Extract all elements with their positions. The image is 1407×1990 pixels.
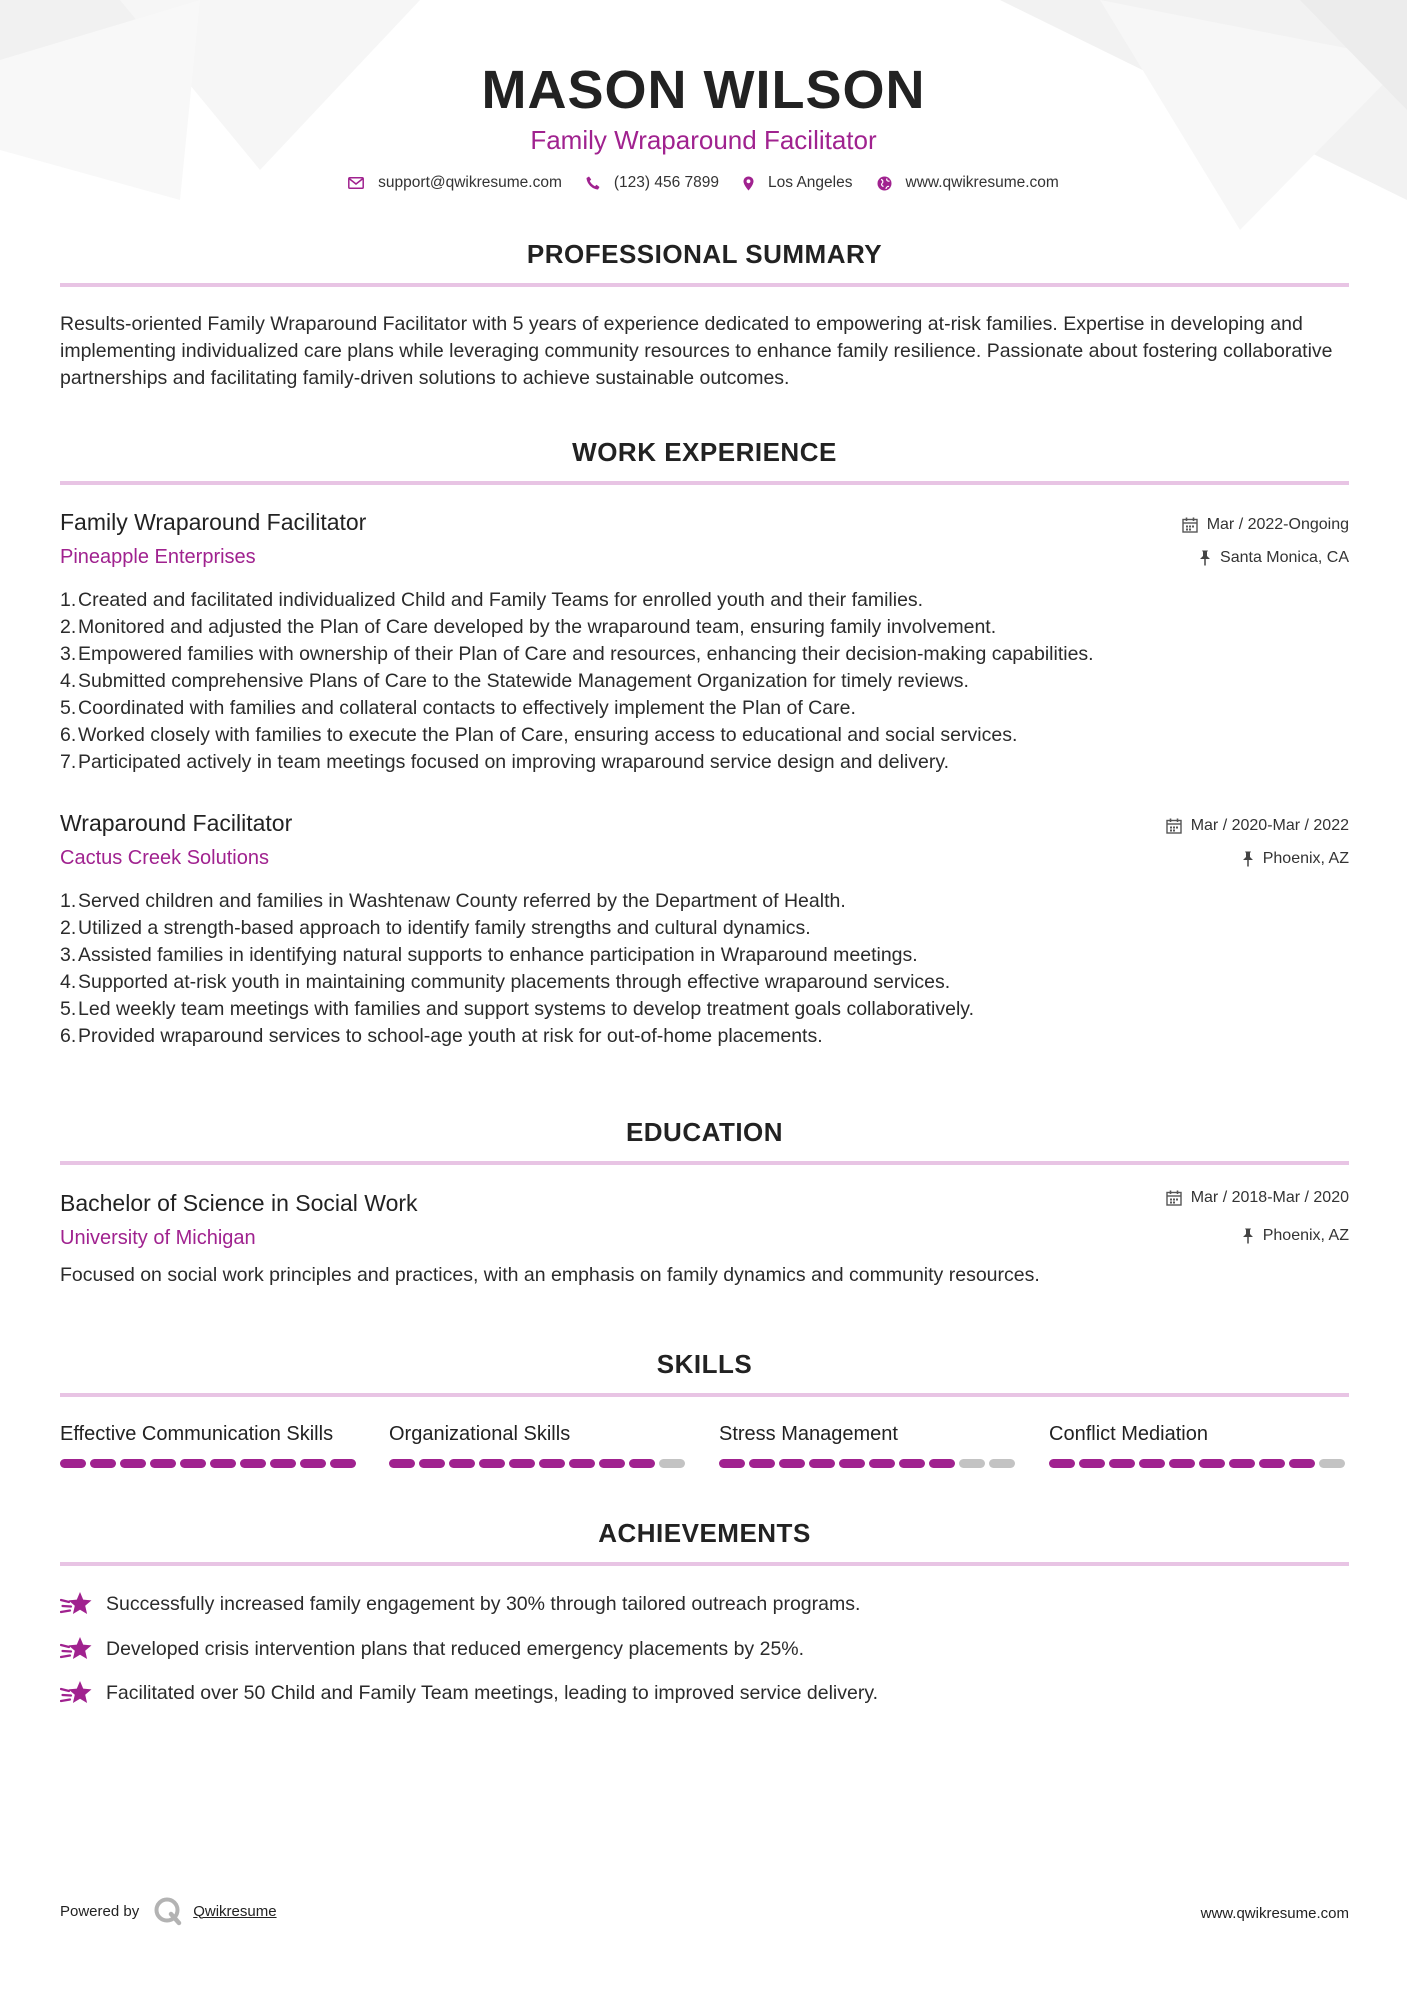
skill-name: Effective Communication Skills bbox=[60, 1423, 334, 1445]
achievement-text: Facilitated over 50 Child and Family Team meetings, leading to improved service delivery. bbox=[106, 1681, 879, 1704]
job-1-company: Pineapple Enterprises bbox=[60, 546, 256, 568]
skill-dot-filled bbox=[270, 1459, 296, 1468]
contact-location bbox=[743, 174, 852, 192]
summary-text: Results-oriented Family Wraparound Facilitator with 5 years of experience dedicated to empowering at-risk families. Expertise in developing and implementing individualized care plans while leveraging community resources to enhance family resilience. Passionate about fostering collaborative partnerships and facilitating family-driven solutions to achieve sustainable outcomes. bbox=[60, 313, 1333, 389]
map-pin-icon bbox=[743, 176, 754, 191]
skill-dot-filled bbox=[240, 1459, 266, 1468]
list-item-text: Monitored and adjusted the Plan of Care developed by the wraparound team, ensuring family involvement. bbox=[78, 616, 997, 638]
skill-dot-filled bbox=[899, 1459, 925, 1468]
skill-dot-filled bbox=[180, 1459, 206, 1468]
education-dates bbox=[1166, 1189, 1349, 1207]
skill-rating bbox=[1049, 1459, 1349, 1468]
skill-dot-empty bbox=[959, 1459, 985, 1468]
shooting-star-icon bbox=[60, 1591, 93, 1617]
skill-dot-filled bbox=[90, 1459, 116, 1468]
list-item: 5. Led weekly team meetings with families and support systems to develop treatment goals collaboratively. bbox=[60, 996, 1349, 1023]
list-item-text: Created and facilitated individualized Child and Family Teams for enrolled youth and their families. bbox=[78, 589, 924, 611]
list-item: 4. Submitted comprehensive Plans of Care to the Statewide Management Organization for timely reviews. bbox=[60, 668, 1349, 695]
skill-name: Stress Management bbox=[719, 1423, 898, 1445]
skill-dot-filled bbox=[1139, 1459, 1165, 1468]
list-item: 6. Worked closely with families to execute the Plan of Care, ensuring access to educational and social services. bbox=[60, 722, 1349, 749]
skill-dot-filled bbox=[839, 1459, 865, 1468]
education-school: University of Michigan bbox=[60, 1227, 256, 1249]
job-1-location bbox=[1199, 549, 1349, 567]
skill-dot-filled bbox=[1049, 1459, 1075, 1468]
shooting-star-icon bbox=[60, 1636, 93, 1662]
skill-name: Conflict Mediation bbox=[1049, 1423, 1208, 1445]
job-2-dates-text: Mar / 2020-Mar / 2022 bbox=[1190, 817, 1349, 834]
calendar-icon bbox=[1182, 517, 1198, 533]
list-item: 3. Empowered families with ownership of their Plan of Care and resources, enhancing their decision-making capabilities. bbox=[60, 641, 1349, 668]
qwikresume-logo-icon bbox=[153, 1896, 183, 1926]
contact-phone-text: (123) 456 7899 bbox=[613, 174, 720, 191]
skill-rating bbox=[60, 1459, 360, 1468]
skill-dot-empty bbox=[659, 1459, 685, 1468]
education-dates-text: Mar / 2018-Mar / 2020 bbox=[1190, 1189, 1349, 1206]
contact-website-text: www.qwikresume.com bbox=[905, 174, 1059, 191]
pushpin-icon bbox=[1199, 550, 1211, 566]
skill-dot-filled bbox=[449, 1459, 475, 1468]
calendar-icon bbox=[1166, 818, 1182, 834]
list-item-text: Served children and families in Washtenaw County referred by the Department of Health. bbox=[78, 890, 846, 912]
pushpin-icon bbox=[1242, 1228, 1254, 1244]
candidate-role: Family Wraparound Facilitator bbox=[530, 125, 877, 155]
skill-rating bbox=[719, 1459, 1019, 1468]
skill-dot-filled bbox=[419, 1459, 445, 1468]
job-2-bullets bbox=[60, 888, 1349, 1050]
qwikresume-link[interactable]: Qwikresume bbox=[193, 1902, 277, 1920]
footer-website-link[interactable]: www.qwikresume.com bbox=[1200, 1905, 1349, 1922]
list-item: 2. Monitored and adjusted the Plan of Care developed by the wraparound team, ensuring family involvement. bbox=[60, 614, 1349, 641]
summary-section-title: PROFESSIONAL SUMMARY bbox=[526, 239, 883, 269]
contact-phone[interactable] bbox=[586, 174, 719, 192]
achievements-divider bbox=[60, 1562, 1349, 1566]
skill-dot-filled bbox=[1289, 1459, 1315, 1468]
experience-divider bbox=[60, 481, 1349, 485]
list-item: 5. Coordinated with families and collateral contacts to effectively implement the Plan of Care. bbox=[60, 695, 1349, 722]
contact-bar bbox=[0, 174, 1407, 192]
contact-location-text: Los Angeles bbox=[768, 174, 853, 191]
skill-dot-filled bbox=[539, 1459, 565, 1468]
list-item: 4. Supported at-risk youth in maintaining community placements through effective wraparound services. bbox=[60, 969, 1349, 996]
skill-dot-filled bbox=[929, 1459, 955, 1468]
education-location-text: Phoenix, AZ bbox=[1262, 1227, 1349, 1244]
skill-dot-empty bbox=[989, 1459, 1015, 1468]
education-location bbox=[1242, 1227, 1349, 1245]
skill-name: Organizational Skills bbox=[389, 1423, 571, 1445]
skill-dot-filled bbox=[719, 1459, 745, 1468]
globe-icon bbox=[877, 176, 892, 191]
education-divider bbox=[60, 1161, 1349, 1165]
skill-dot-filled bbox=[509, 1459, 535, 1468]
job-1-title: Family Wraparound Facilitator bbox=[60, 509, 367, 535]
skill-dot-filled bbox=[60, 1459, 86, 1468]
skill-dot-filled bbox=[779, 1459, 805, 1468]
education-description: Focused on social work principles and practices, with an emphasis on family dynamics and community resources. bbox=[60, 1264, 1040, 1286]
job-1-dates-text: Mar / 2022-Ongoing bbox=[1206, 516, 1349, 533]
candidate-name: MASON WILSON bbox=[481, 60, 926, 120]
skill-dot-filled bbox=[150, 1459, 176, 1468]
skill-dot-filled bbox=[599, 1459, 625, 1468]
list-item-text: Participated actively in team meetings focused on improving wraparound service design and delivery. bbox=[78, 751, 950, 773]
shooting-star-icon bbox=[60, 1680, 93, 1706]
achievement-text: Developed crisis intervention plans that reduced emergency placements by 25%. bbox=[106, 1637, 805, 1660]
list-item-text: Empowered families with ownership of their Plan of Care and resources, enhancing their decision-making capabilities. bbox=[78, 643, 1094, 665]
achievement-item bbox=[60, 1680, 878, 1706]
skill-item bbox=[389, 1421, 689, 1468]
job-1-dates bbox=[1182, 516, 1349, 534]
skill-dot-filled bbox=[300, 1459, 326, 1468]
achievement-item bbox=[60, 1636, 804, 1662]
skill-dot-filled bbox=[1109, 1459, 1135, 1468]
contact-email-text: support@qwikresume.com bbox=[378, 174, 562, 191]
experience-section-title: WORK EXPERIENCE bbox=[572, 437, 837, 467]
list-item: 1. Served children and families in Washtenaw County referred by the Department of Health. bbox=[60, 888, 1349, 915]
powered-by-label: Powered by bbox=[60, 1902, 140, 1920]
list-item: 7. Participated actively in team meetings focused on improving wraparound service design and delivery. bbox=[60, 749, 1349, 776]
education-degree: Bachelor of Science in Social Work bbox=[60, 1190, 418, 1216]
pushpin-icon bbox=[1242, 851, 1254, 867]
resume-header bbox=[0, 58, 1407, 192]
skill-item bbox=[60, 1421, 360, 1468]
skill-dot-filled bbox=[1199, 1459, 1225, 1468]
skill-dot-filled bbox=[749, 1459, 775, 1468]
calendar-icon bbox=[1166, 1190, 1182, 1206]
envelope-icon bbox=[348, 177, 364, 189]
job-1-bullets bbox=[60, 587, 1349, 776]
list-item-text: Worked closely with families to execute the Plan of Care, ensuring access to educational and social services. bbox=[78, 724, 1018, 746]
list-item: 6. Provided wraparound services to school-age youth at risk for out-of-home placements. bbox=[60, 1023, 1349, 1050]
skill-dot-filled bbox=[479, 1459, 505, 1468]
list-item-text: Submitted comprehensive Plans of Care to the Statewide Management Organization for timely reviews. bbox=[78, 670, 969, 692]
skill-dot-filled bbox=[1229, 1459, 1255, 1468]
skill-dot-filled bbox=[120, 1459, 146, 1468]
job-2-location bbox=[1242, 850, 1349, 868]
skill-dot-filled bbox=[1169, 1459, 1195, 1468]
contact-website[interactable] bbox=[877, 174, 1059, 192]
phone-icon bbox=[586, 176, 600, 190]
skill-rating bbox=[389, 1459, 689, 1468]
contact-email[interactable] bbox=[348, 174, 562, 192]
achievement-item bbox=[60, 1591, 860, 1617]
list-item: 3. Assisted families in identifying natural supports to enhance participation in Wraparound meetings. bbox=[60, 942, 1349, 969]
skill-dot-filled bbox=[809, 1459, 835, 1468]
skill-dot-empty bbox=[1319, 1459, 1345, 1468]
summary-divider bbox=[60, 283, 1349, 287]
skill-dot-filled bbox=[1259, 1459, 1285, 1468]
list-item-text: Supported at-risk youth in maintaining community placements through effective wraparound services. bbox=[78, 971, 951, 993]
list-item: 2. Utilized a strength-based approach to identify family strengths and cultural dynamics. bbox=[60, 915, 1349, 942]
achievements-section-title: ACHIEVEMENTS bbox=[598, 1518, 811, 1548]
job-2-title: Wraparound Facilitator bbox=[60, 810, 293, 836]
skill-dot-filled bbox=[210, 1459, 236, 1468]
skill-dot-filled bbox=[569, 1459, 595, 1468]
job-2-dates bbox=[1166, 817, 1349, 835]
achievement-text: Successfully increased family engagement by 30% through tailored outreach programs. bbox=[106, 1592, 861, 1615]
skill-dot-filled bbox=[389, 1459, 415, 1468]
skill-dot-filled bbox=[629, 1459, 655, 1468]
skill-dot-filled bbox=[869, 1459, 895, 1468]
skill-item bbox=[719, 1421, 1019, 1468]
list-item: 1. Created and facilitated individualized Child and Family Teams for enrolled youth and their families. bbox=[60, 587, 1349, 614]
list-item-text: Led weekly team meetings with families and support systems to develop treatment goals collaboratively. bbox=[78, 998, 974, 1020]
list-item-text: Coordinated with families and collateral contacts to effectively implement the Plan of Care. bbox=[78, 697, 856, 719]
list-item-text: Utilized a strength-based approach to identify family strengths and cultural dynamics. bbox=[78, 917, 811, 939]
skill-item bbox=[1049, 1421, 1349, 1468]
job-1-location-text: Santa Monica, CA bbox=[1220, 549, 1349, 566]
skills-divider bbox=[60, 1393, 1349, 1397]
education-section-title: EDUCATION bbox=[625, 1117, 784, 1147]
skills-section-title: SKILLS bbox=[656, 1349, 753, 1379]
footer-powered-by bbox=[60, 1896, 277, 1926]
job-2-location-text: Phoenix, AZ bbox=[1262, 850, 1349, 867]
list-item-text: Assisted families in identifying natural supports to enhance participation in Wraparound meetings. bbox=[78, 944, 918, 966]
list-item-text: Provided wraparound services to school-age youth at risk for out-of-home placements. bbox=[78, 1025, 823, 1047]
skill-dot-filled bbox=[1079, 1459, 1105, 1468]
job-2-company: Cactus Creek Solutions bbox=[60, 847, 269, 869]
skill-dot-filled bbox=[330, 1459, 356, 1468]
